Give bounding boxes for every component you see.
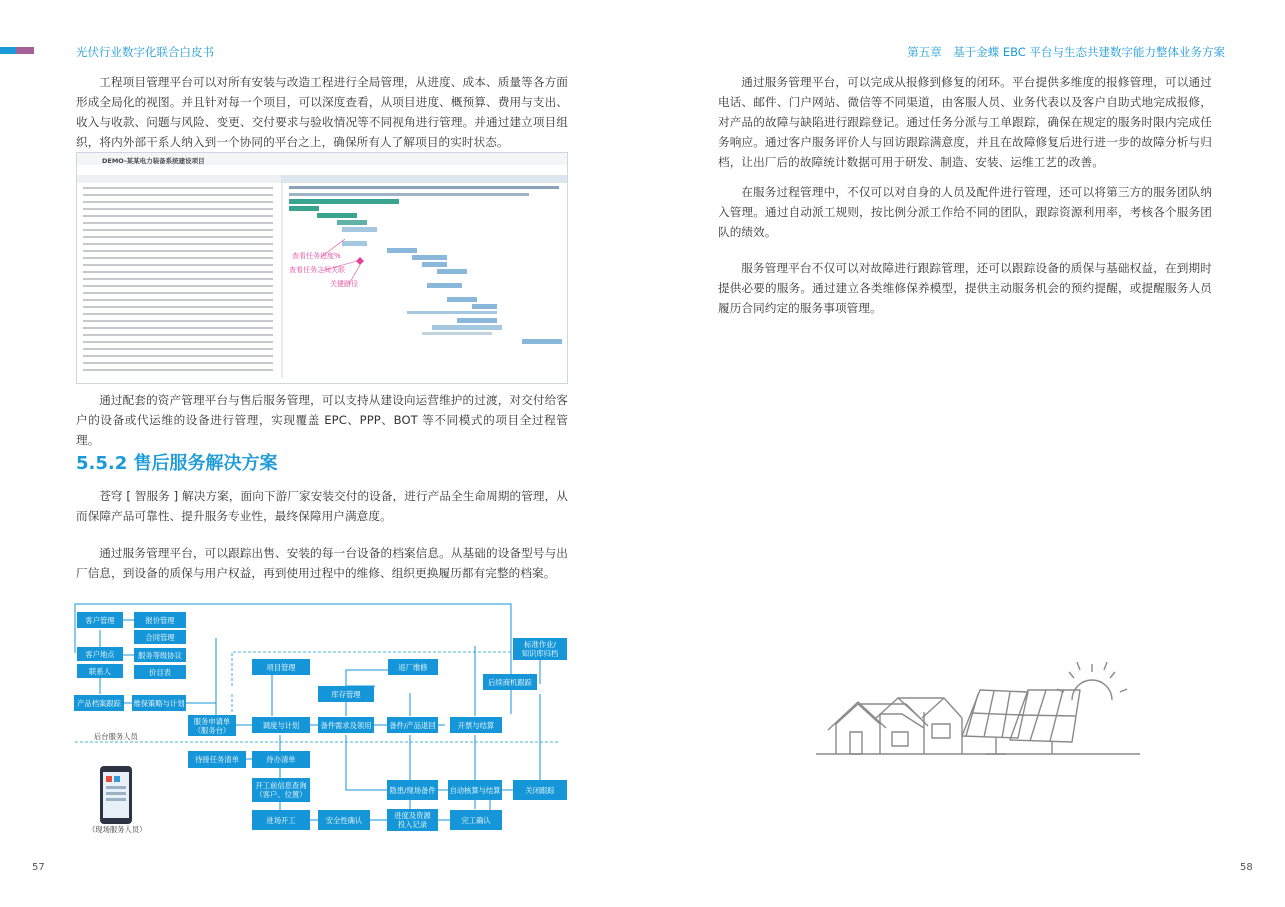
- flow-price-list: 价目表: [134, 665, 186, 679]
- flow-onsite-start: 进场开工: [252, 810, 310, 830]
- flow-customer-site: 客户地点: [77, 647, 123, 661]
- flow-contract-mgmt: 合同管理: [134, 630, 186, 644]
- flow-parts-demand: 备件需求及领用: [318, 717, 374, 733]
- right-para-2: 在服务过程管理中，不仅可以对自身的人员及配件进行管理，还可以将第三方的服务团队纳入管理。通过自动派工规则，按比例分派工作给不同的团队，跟踪资源利用率，考核各个服务团队的绩效。: [718, 185, 1212, 239]
- flow-invoice-settle: 开票与结算: [450, 717, 502, 733]
- header-accent-bar-2: [16, 47, 34, 54]
- gantt-annotation-progress: 查看任务进度%: [292, 252, 341, 260]
- flow-inventory-mgmt: 库存管理: [318, 686, 374, 702]
- flow-customer-mgmt: 客户管理: [77, 612, 123, 628]
- gantt-screenshot: [76, 152, 568, 384]
- flow-receive-task: 待接任务清单: [188, 751, 246, 768]
- solar-house-illustration: [814, 652, 1144, 762]
- flow-field-label: （现场服务人员）: [88, 825, 147, 834]
- header-left-title: 光伏行业数字化联合白皮书: [76, 45, 214, 59]
- solar-panel-icon-2: [1010, 690, 1080, 754]
- right-page-number: 58: [1240, 862, 1253, 873]
- sun-icon: [1057, 662, 1127, 700]
- flow-progress-record: 进度及资源 投入记录: [387, 809, 438, 831]
- flow-backend-label: 后台服务人员: [94, 732, 138, 741]
- flow-online-tracking: 后续商机跟踪: [483, 674, 537, 690]
- right-para-3: 服务管理平台不仅可以对故障进行跟踪管理，还可以跟踪设备的质保与基础权益，在到期时提供必要的服务。通过建立各类维修保养模型，提供主动服务机会的预约提醒，或提醒服务人员履历合同约定的服务事项管理。: [718, 261, 1212, 315]
- left-para-1: 工程项目管理平台可以对所有安装与改造工程进行全局管理，从进度、成本、质量等各方面形成全局化的视图。并且针对每一个项目，可以深度查看，从项目进度、概预算、费用与支出、收入与收款、问题与风险、变更、交付要求与验收情况等不同视角进行管理。并通过建立项目组织，将内外部干系人纳入到一个协同的平台之上，确保所有人了解项目的实时状态。: [76, 75, 568, 149]
- gantt-title: DEMO-某某电力装备系统建设项目: [102, 157, 205, 165]
- left-para-4: 通过服务管理平台，可以跟踪出售、安装的每一台设备的档案信息。从基础的设备型号与出厂信息，到设备的质保与用户权益，再到使用过程中的维修、组织更换履历都有完整的档案。: [76, 546, 568, 580]
- left-page-number: 57: [32, 862, 45, 873]
- solar-panel-icon: [962, 690, 1028, 754]
- flow-parts-return: 备件/产品退回: [387, 717, 438, 733]
- flow-maintenance-plan: 维保策略与计划: [132, 695, 186, 711]
- service-flow-diagram: [70, 598, 580, 848]
- header-accent-bar: [0, 47, 16, 54]
- flow-return-repair: 返厂维修: [388, 659, 438, 675]
- flow-project-mgmt: 项目管理: [252, 659, 310, 675]
- flow-close-track: 关闭跟踪: [513, 780, 567, 800]
- flow-contact: 联系人: [77, 664, 123, 678]
- gantt-annotation-critical-path: 关键路径: [330, 280, 358, 288]
- left-para-3: 苍穹 [ 智服务 ] 解决方案，面向下游厂家安装交付的设备，进行产品全生命周期的管理，从而保障产品可靠性、提升服务专业性，最终保障用户满意度。: [76, 489, 568, 523]
- flow-standard-work: 标准作业/ 知识库归档: [513, 638, 567, 660]
- phone-icon: [100, 766, 132, 824]
- flow-service-request: 服务申请单 （服务台）: [188, 715, 236, 736]
- flow-auto-settle: 自动核算与结算: [448, 780, 502, 800]
- flow-product-archive: 产品档案跟踪: [74, 695, 124, 711]
- flow-safety-check: 安全性确认: [318, 810, 370, 830]
- flow-complete-confirm: 完工确认: [450, 810, 502, 830]
- flow-todo-list: 待办清单: [252, 751, 310, 768]
- flow-quote-mgmt: 报价管理: [134, 612, 186, 628]
- flow-sla: 服务等级协议: [134, 648, 186, 662]
- flow-dispatch-plan: 调度与计划: [252, 717, 310, 733]
- right-para-1: 通过服务管理平台，可以完成从报修到修复的闭环。平台提供多维度的报修管理，可以通过电话、邮件、门户网站、微信等不同渠道，由客服人员、业务代表以及客户自助式地完成报修，对产品的故障与缺陷进行跟踪登记。通过任务分派与工单跟踪，确保在规定的服务时限内完成任务响应。通过客户服务评价人与回访跟踪满意度，并且在故障修复后进行进一步的故障分析与归档，让出厂后的故障统计数据可用于研发、制造、安装、运维工艺的改善。: [718, 75, 1212, 169]
- section-title: 5.5.2 售后服务解决方案: [76, 453, 278, 474]
- gantt-annotation-relation: 查看任务之间关联: [289, 266, 345, 274]
- gantt-table-rows: [83, 187, 273, 371]
- header-right-title: 第五章 基于金蝶 EBC 平台与生态共建数字能力整体业务方案: [907, 45, 1225, 59]
- house-icon: [828, 698, 962, 754]
- flow-pre-query: 开工前信息查询 （客户、位置）: [252, 778, 310, 802]
- flow-hidden-issue: 隐患/现场备件: [387, 780, 438, 800]
- left-para-2: 通过配套的资产管理平台与售后服务管理，可以支持从建设向运营维护的过渡，对交付给客户的设备或代运维的设备进行管理，实现覆盖 EPC、PPP、BOT 等不同模式的项目全过程管理。: [76, 393, 568, 447]
